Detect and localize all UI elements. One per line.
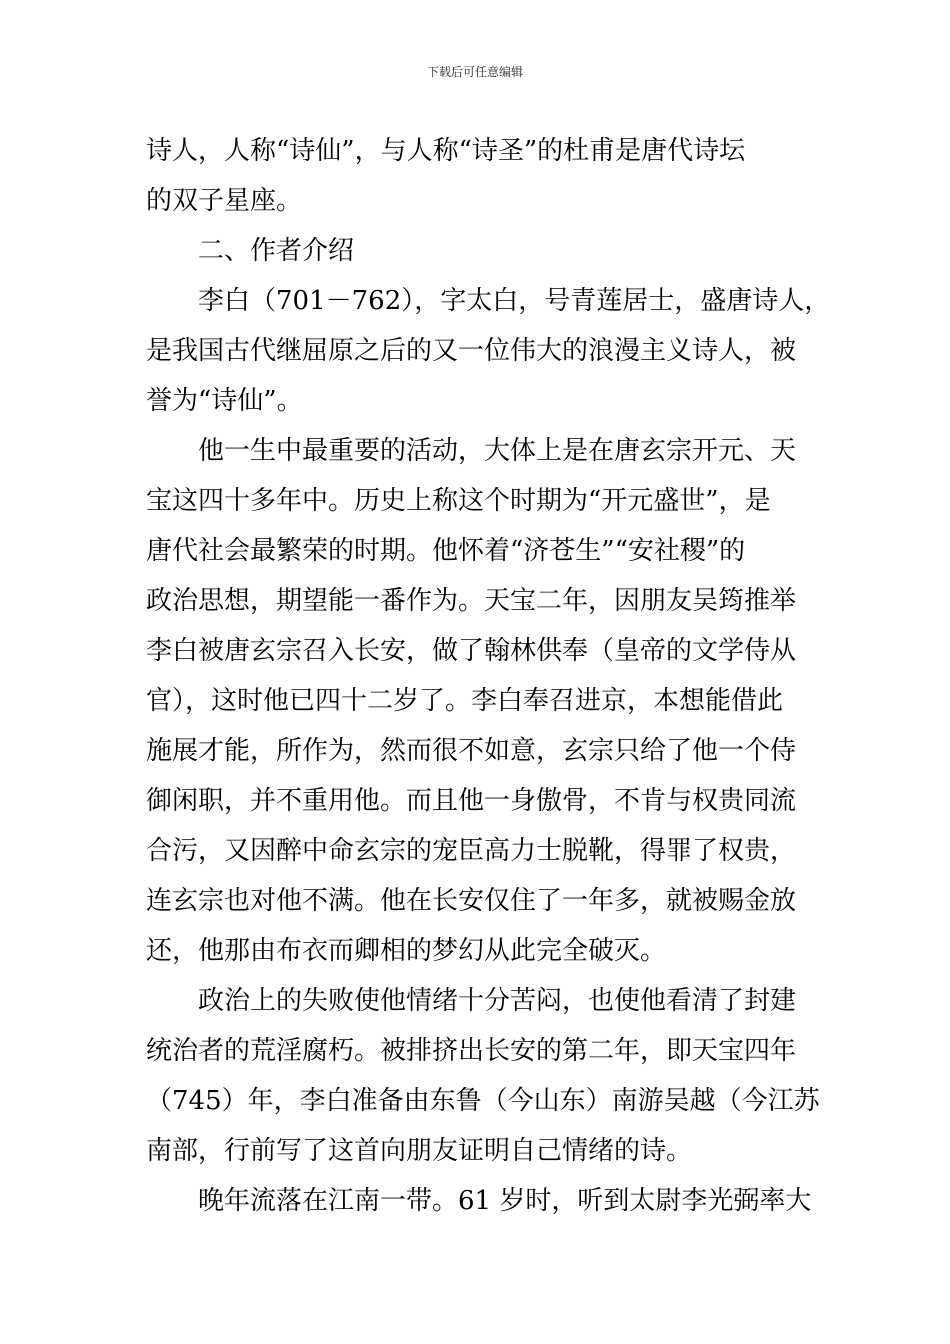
text-line: 连玄宗也对他不满。他在长安仅住了一年多，就被赐金放: [146, 886, 797, 916]
text-line: 他一生中最重要的活动，大体上是在唐玄宗开元、天: [198, 436, 797, 466]
document-body: [146, 126, 831, 1226]
page-header: 下载后可任意编辑: [426, 65, 523, 79]
text-line: 晚年流落在江南一带。61 岁时，听到太尉李光弼率大: [198, 1186, 812, 1216]
text-line: 统治者的荒淫腐朽。被排挤出长安的第二年，即天宝四年: [146, 1036, 797, 1066]
text-line: 施展才能，所作为，然而很不如意，玄宗只给了他一个侍: [146, 736, 797, 766]
text-line: 诗人，人称“诗仙”，与人称“诗圣”的杜甫是唐代诗坛: [146, 136, 746, 166]
text-line: 李白被唐玄宗召入长安，做了翰林供奉（皇帝的文学侍从: [146, 636, 797, 666]
text-line: 宝这四十多年中。历史上称这个时期为“开元盛世”，是: [146, 486, 771, 516]
text-line: 唐代社会最繁荣的时期。他怀着“济苍生”“安社稷”的: [146, 536, 746, 566]
text-line: 誉为“诗仙”。: [146, 386, 303, 416]
text-line: 御闲职，并不重用他。而且他一身傲骨，不肯与权贵同流: [146, 786, 797, 816]
text-line: 的双子星座。: [146, 186, 303, 216]
text-line: 政治思想，期望能一番作为。天宝二年，因朋友吴筠推举: [146, 586, 797, 616]
text-line: 是我国古代继屈原之后的又一位伟大的浪漫主义诗人，被: [146, 336, 797, 366]
text-line: 李白（701－762），字太白，号青莲居士，盛唐诗人，: [198, 286, 831, 316]
section-heading: 二、作者介绍: [198, 236, 355, 266]
text-line: 官），这时他已四十二岁了。李白奉召进京，本想能借此: [146, 686, 784, 716]
text-line: 南部，行前写了这首向朋友证明自己情绪的诗。: [146, 1136, 693, 1166]
text-line: （745）年，李白准备由东鲁（今山东）南游吴越（今江苏: [146, 1086, 820, 1116]
text-line: 政治上的失败使他情绪十分苦闷，也使他看清了封建: [198, 986, 797, 1016]
text-line: 还，他那由布衣而卿相的梦幻从此完全破灭。: [146, 936, 667, 966]
text-line: 合污，又因醉中命玄宗的宠臣高力士脱靴，得罪了权贵，: [146, 836, 797, 866]
